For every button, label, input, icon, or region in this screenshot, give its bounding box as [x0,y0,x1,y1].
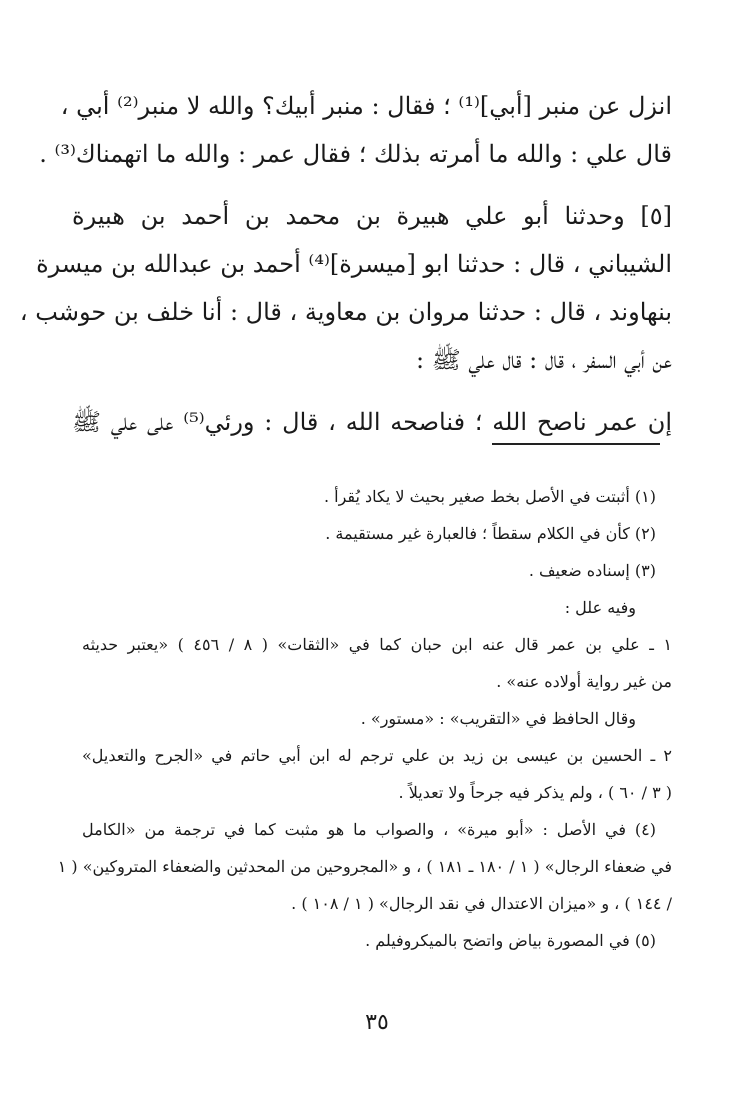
footnote-5: (٥) في المصورة بياض واتضح بالميكروفيلم . [365,931,656,950]
text-line: قال علي : والله ما أمرته بذلك ؛ فقال عمر : والله ما اتهمناك⁽³⁾ . [39,140,672,168]
footnote-4-cont: / ١٤٤ ) ، و «ميزان الاعتدال في نقد الرجال» ( ١ / ١٠٨ ) . [291,894,672,913]
main-text [19,82,672,446]
footnote-4-cont: في ضعفاء الرجال» ( ١ / ١٨٠ ـ ١٨١ ) ، و «المجروحين من المحدثين والضعفاء المتروكين» ( ١ [57,857,672,876]
text-line: بنهاوند ، قال : حدثنا مروان بن معاوية ، قال : أنا خلف بن حوشب ، [19,298,672,326]
text-line: انزل عن منبر [أبي]⁽¹⁾ ؛ فقال : منبر أبيك؟ والله لا منبر⁽²⁾ أبي ، [60,92,672,120]
footnote-3-item-1: ١ ـ علي بن عمر قال عنه ابن حبان كما في «الثقات» ( ٨ / ٤٥٦ ) «يعتبر حديثه [82,635,672,654]
footnote-divider [492,443,660,445]
footnote-3-item-1-cont: من غير رواية أولاده عنه» . [496,672,672,691]
footnote-3-item-2-cont: ( ٣ / ٦٠ ) ، ولم يذكر فيه جرحاً ولا تعديلاً . [398,783,672,802]
footnote-3-subheading: وفيه علل : [564,598,636,617]
footnote-4: (٤) في الأصل : «أبو ميرة» ، والصواب ما هو مثبت كما في ترجمة من «الكامل [82,820,656,839]
footnote-2: (٢) كأن في الكلام سقطاً ؛ فالعبارة غير مستقيمة . [325,524,656,543]
footnotes [57,478,672,959]
page-number: ٣٥ [365,1010,389,1035]
footnote-1: (١) أثبتت في الأصل بخط صغير بحيث لا يكاد يُقرأ . [323,487,656,506]
footnote-3: (٣) إسناده ضعيف . [528,561,656,580]
text-line: إن عمر ناصح الله ؛ فناصحه الله ، قال : ورئي⁽⁵⁾ على علي ﷺ [72,408,672,436]
footnote-3-item-2: ٢ ـ الحسين بن عيسى بن زيد بن علي ترجم له ابن أبي حاتم في «الجرح والتعديل» [82,746,672,765]
text-line: [٥] وحدثنا أبو علي هبيرة بن محمد بن أحمد بن هبيرة [72,202,672,230]
footnote-3-note: وقال الحافظ في «التقريب» : «مستور» . [360,709,636,728]
text-line: الشيباني ، قال : حدثنا ابو [ميسرة]⁽⁴⁾ أحمد بن عبدالله بن ميسرة [36,250,672,278]
text-line: عن أبي السفر ، قال : قال علي ﷺ : [415,346,672,374]
